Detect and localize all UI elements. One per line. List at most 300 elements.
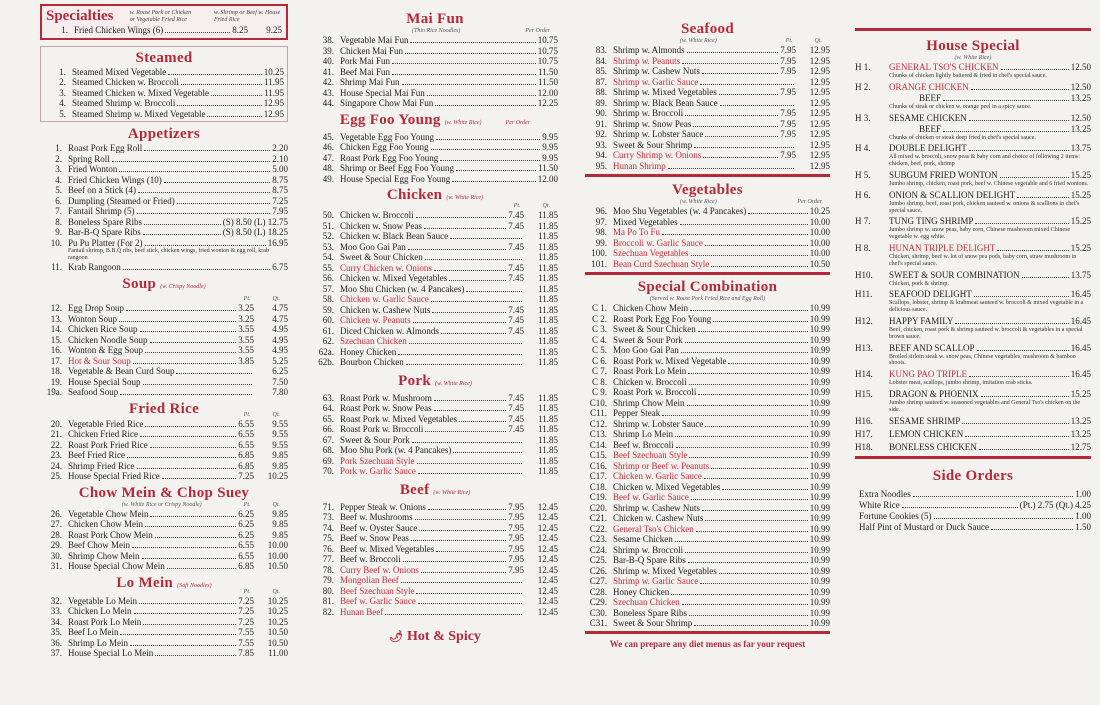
item-price-small: 7.25 [238, 595, 254, 606]
dot-leader [411, 540, 506, 541]
item-number: H 4. [855, 143, 871, 154]
item-price-small: 6.55 [238, 540, 254, 551]
item-description: All mixed w. broccoli, snow peas & baby corn and choice of following 2 items: chicken, beef, pork, shrimp [889, 154, 1080, 168]
item-name: Honey Chicken [613, 586, 670, 597]
item-name: ORANGE CHICKEN [889, 81, 969, 92]
dot-leader [427, 95, 536, 96]
item-number: 10. [50, 237, 62, 248]
item-price-large: 11.85 [538, 262, 558, 273]
house-special-entry [855, 416, 1091, 427]
item-name: Chicken Egg Foo Young [340, 142, 429, 152]
item-price: 10.25 [809, 206, 830, 216]
item-name: Pepper Steak [613, 408, 661, 418]
dot-leader [134, 613, 237, 614]
dot-leader [943, 100, 1069, 101]
item-price-small: 7.45 [508, 325, 524, 336]
item-price: 1.00 [1075, 510, 1091, 521]
menu-item [312, 46, 558, 57]
item-name: Sweet & Sour Chicken [340, 252, 423, 262]
item-name: HUNAN TRIPLE DELIGHT [889, 242, 996, 253]
dot-leader [694, 625, 807, 626]
dot-leader [453, 452, 522, 453]
item-name: Curry Shrimp w. Onions [613, 150, 702, 160]
item-price-large: 4.95 [272, 334, 288, 345]
item-number: 95. [595, 160, 607, 171]
menu-item [585, 227, 830, 238]
dot-leader [969, 376, 1069, 377]
dot-leader [979, 449, 1069, 450]
side-order-item [855, 489, 1091, 500]
dot-leader [119, 171, 270, 172]
dot-leader [417, 463, 523, 464]
steamed-title: Steamed [135, 49, 193, 66]
item-name: Roast Pork Lo Mein [68, 616, 142, 627]
item-name: HAPPY FAMILY [889, 315, 954, 326]
item-number: 3. [59, 87, 66, 98]
special-combination-note: (Served w. Roast Pork Fried Rice and Egg Roll) [649, 296, 766, 302]
item-name: Shrimp or Beef Egg Foo Young [340, 163, 455, 173]
item-name: Beef w. Mixed Vegetables [340, 543, 435, 554]
item-number: 33. [50, 606, 62, 617]
item-price: 12.95 [263, 98, 284, 108]
dot-leader [693, 126, 778, 127]
special-combination-title: Special Combination [637, 279, 778, 295]
menu-item [312, 305, 558, 316]
menu-item [855, 442, 1091, 453]
item-price-large: 11.00 [268, 648, 288, 659]
menu-item [312, 414, 558, 425]
item-number: H14. [855, 369, 873, 380]
item-number: 38. [322, 35, 334, 45]
item-price-large: 12.95 [809, 160, 830, 171]
menu-item [855, 143, 1091, 154]
dot-leader [974, 296, 1069, 297]
item-price-large: 6.25 [272, 366, 288, 377]
mai-fun-section [312, 10, 558, 109]
menu-item [585, 408, 830, 419]
item-price: 1.50 [1075, 521, 1091, 532]
chili-pepper-icon: 🌶 [389, 631, 404, 643]
item-price: 10.99 [809, 576, 830, 586]
dot-leader [1000, 177, 1069, 178]
quart-label: Qt. [814, 38, 822, 44]
dot-leader [155, 537, 236, 538]
menu-item [40, 303, 288, 314]
chow-mein-note: (w. White Rice or Crispy Noodle) [121, 501, 202, 508]
menu-item [40, 377, 288, 388]
menu-item [312, 273, 558, 284]
menu-item [46, 25, 282, 36]
menu-item [585, 345, 830, 356]
item-price-large: 9.85 [272, 519, 288, 530]
item-price: 15.25 [1070, 189, 1091, 200]
item-number: 9. [55, 227, 62, 237]
item-number: 92. [595, 129, 607, 139]
item-price-small: 7.55 [238, 637, 254, 648]
item-price: 10.99 [809, 492, 830, 502]
menu-item [312, 596, 558, 607]
menu-item [40, 540, 288, 551]
item-price-large: 9.55 [272, 429, 288, 440]
item-number: 74. [322, 522, 334, 533]
item-price-small: 6.25 [238, 519, 254, 530]
dot-leader [698, 331, 808, 332]
dot-leader [412, 442, 522, 443]
item-name: Shrimp w. Cashew Nuts [613, 66, 700, 76]
item-price-large: 5.25 [272, 355, 288, 366]
item-price-small: 6.85 [238, 561, 254, 572]
dot-leader [402, 84, 537, 85]
dot-leader [434, 400, 506, 401]
menu-item [40, 530, 288, 541]
menu-item [312, 77, 558, 88]
item-name: House Special Lo Mein [68, 648, 154, 659]
item-price: 10.99 [809, 366, 830, 376]
chicken-section [312, 186, 558, 368]
item-name: Chicken Lo Mein [68, 606, 132, 617]
chow-mein-section [40, 484, 288, 572]
item-name: Mongolian Beef [340, 575, 399, 585]
menu-item [312, 242, 558, 253]
item-list [312, 35, 558, 109]
item-number: 75. [322, 533, 334, 543]
dot-leader [211, 95, 262, 96]
item-name: Beef w. Oyster Sauce [340, 522, 418, 533]
item-name: SESAME SHRIMP [889, 415, 961, 426]
item-number: 19a. [46, 387, 62, 398]
dot-leader [436, 551, 506, 552]
item-number: H15. [855, 388, 873, 399]
item-list [40, 509, 288, 572]
menu-item [312, 153, 558, 164]
item-name: Mixed Vegetables [613, 216, 678, 227]
dot-leader [728, 363, 807, 364]
item-price: 10.75 [537, 56, 558, 66]
item-name: Pork w. Garlic Sauce [340, 466, 416, 476]
item-price-small: 7.45 [508, 262, 524, 273]
dot-leader [431, 149, 541, 150]
item-price-small: 7.95 [780, 118, 796, 129]
item-number: 1. [61, 25, 68, 35]
item-name: Pork Mai Fun [340, 56, 391, 66]
item-number: H18. [855, 441, 873, 452]
menu-item [585, 87, 830, 98]
dot-leader [997, 250, 1068, 251]
item-number: H 8. [855, 242, 871, 253]
item-number: C18. [589, 481, 607, 492]
menu-column-3 [585, 0, 830, 705]
menu-item [40, 143, 288, 154]
item-name: Vegetable Egg Foo Young [340, 131, 434, 142]
menu-item [312, 544, 558, 555]
item-price: 10.99 [809, 439, 830, 450]
item-price: 10.99 [809, 534, 830, 544]
menu-item [585, 377, 830, 388]
menu-item [312, 132, 558, 143]
menu-item [855, 113, 1091, 124]
item-name: Beef w. Broccoli [340, 554, 401, 564]
item-number: 24. [50, 460, 62, 471]
item-name: Roast Pork w. Mixed Vegetables [340, 413, 457, 424]
dot-leader [137, 468, 237, 469]
item-price-small: 7.95 [780, 150, 796, 160]
item-name: Beef w. Garlic Sauce [613, 492, 689, 502]
item-list [40, 143, 288, 248]
menu-item [855, 369, 1091, 380]
dot-leader [130, 645, 236, 646]
dot-leader [441, 333, 506, 334]
item-price-large: 11.85 [538, 403, 558, 413]
item-name: Roast Pork Lo Mein [613, 366, 687, 376]
vegetables-subheader [585, 199, 830, 206]
item-name: Shrimp w. Snow Peas [613, 118, 692, 129]
per-order-label: Per Order [525, 28, 550, 34]
menu-item [585, 248, 830, 259]
house-special-note: (w. White Rice) [954, 55, 992, 61]
item-price-large: 11.85 [538, 231, 558, 241]
dot-leader [719, 573, 808, 574]
dot-leader [689, 457, 807, 458]
item-price-small: 7.95 [508, 501, 524, 512]
item-name: Chicken Fried Rice [68, 429, 138, 440]
item-name: Szechuan Chicken [340, 336, 407, 346]
item-number: H 3. [855, 112, 871, 123]
item-price-large: 12.95 [809, 87, 830, 97]
dot-leader [675, 436, 808, 437]
item-price-large: 10.00 [267, 540, 288, 551]
dot-leader [150, 447, 237, 448]
item-price-large: 11.85 [538, 273, 558, 283]
dot-leader [413, 322, 507, 323]
item-number: 57. [322, 283, 334, 294]
item-price: 10.00 [809, 248, 830, 258]
quart-label: Qt. [272, 501, 280, 508]
menu-item [312, 554, 558, 565]
item-price-large: 11.85 [538, 455, 558, 466]
dot-leader [145, 245, 266, 246]
item-number: C24. [589, 544, 607, 555]
dot-leader [207, 116, 261, 117]
house-special-entry [855, 113, 1091, 142]
dot-leader [449, 280, 506, 281]
item-number: 26. [50, 508, 62, 519]
dot-leader [410, 42, 535, 43]
dot-leader [975, 223, 1068, 224]
item-price: 11.50 [538, 77, 558, 87]
dot-leader [969, 150, 1069, 151]
menu-item [312, 98, 558, 109]
pint-label: Pt. [513, 203, 521, 209]
menu-item [40, 617, 288, 628]
dot-leader [181, 84, 262, 85]
item-name: Wonton & Egg Soup [68, 345, 144, 356]
menu-item [585, 45, 830, 56]
item-price: 6.75 [272, 261, 288, 272]
dot-leader [150, 342, 237, 343]
item-price-small: 7.95 [508, 512, 524, 522]
item-description: Lobster meat, scallops, jumbo shrimp, imitation crab sticks. [889, 380, 1033, 387]
dot-leader [711, 468, 808, 469]
item-price: 12.25 [537, 98, 558, 108]
item-price-small: 7.95 [780, 66, 796, 76]
item-number: 79. [322, 575, 334, 585]
menu-item [855, 170, 1091, 181]
item-price-small: 7.25 [238, 616, 254, 627]
item-price: 11.95 [264, 87, 284, 98]
diet-menu-note: We can prepare any diet menus as far your request [609, 638, 806, 649]
item-name: LEMON CHICKEN [889, 428, 964, 439]
menu-item [855, 216, 1091, 227]
house-special-entry [855, 389, 1091, 414]
menu-item-variant [855, 93, 1091, 104]
item-price-small: 6.55 [238, 418, 254, 429]
pint-label: Pt. [243, 296, 251, 303]
item-price: 16.45 [1070, 315, 1091, 326]
item-number: 40. [322, 56, 334, 66]
item-name: Beef w. Garlic Sauce [340, 596, 416, 606]
dot-leader [676, 447, 808, 448]
menu-item [312, 284, 558, 295]
item-price: 1.00 [1075, 488, 1091, 499]
item-number: C 8. [591, 376, 607, 387]
dot-leader [416, 593, 522, 594]
item-price: 16.45 [1070, 342, 1091, 353]
item-name: Chicken w. Broccoli [340, 210, 414, 220]
item-price: 10.99 [809, 513, 830, 523]
item-price: 9.95 [542, 142, 558, 152]
item-price: 12.00 [537, 173, 558, 184]
item-name: Beef w. Snow Peas [340, 533, 409, 543]
item-number: 66. [322, 424, 334, 434]
menu-item [44, 109, 284, 120]
egg-foo-young-title [312, 111, 558, 132]
item-price: 10.25 [263, 66, 284, 77]
item-number: H13. [855, 342, 873, 353]
item-name: Shrimp w. Broccoli [613, 108, 684, 118]
dot-leader [425, 431, 506, 432]
item-name: Sweet & Sour Pork [613, 334, 683, 345]
item-number: C30. [589, 607, 607, 618]
dot-leader [969, 120, 1069, 121]
item-number: 97. [595, 216, 607, 227]
item-price-small: 6.55 [238, 429, 254, 440]
item-price-small: 7.25 [238, 471, 254, 482]
item-name: Moo Shu Vegetables (w. 4 Pancakes) [613, 206, 747, 216]
item-number: 61. [322, 325, 334, 336]
item-number: 59. [322, 304, 334, 315]
item-price-small: 7.45 [508, 424, 524, 434]
house-special-entry [855, 343, 1091, 368]
specialties-title: Specialties [46, 8, 114, 24]
dot-leader [155, 655, 236, 656]
item-name: Chicken w. Garlic Sauce [613, 471, 702, 481]
item-name: Spring Roll [68, 153, 110, 164]
item-price: 13.25 [1070, 123, 1091, 134]
item-price: 10.50 [809, 258, 830, 269]
item-price-small: 3.55 [238, 324, 254, 335]
seafood-section [585, 20, 830, 171]
item-number: 54. [322, 252, 334, 262]
item-price: 12.50 [1070, 81, 1091, 92]
item-price: 11.50 [538, 66, 558, 77]
dot-leader [705, 520, 807, 521]
item-price-small: 7.95 [508, 564, 524, 575]
dot-leader [1022, 277, 1069, 278]
item-number: C 9. [591, 387, 607, 397]
dot-leader [120, 634, 236, 635]
quart-label: Qt. [542, 203, 550, 209]
menu-item [40, 227, 288, 238]
item-number: C29. [589, 597, 607, 607]
pork-section [312, 372, 558, 477]
item-number: 73. [322, 512, 334, 522]
item-number: C16. [589, 460, 607, 471]
item-price: 10.99 [809, 618, 830, 628]
item-price-small: 3.55 [238, 345, 254, 356]
menu-item [40, 366, 288, 377]
item-list [40, 419, 288, 482]
item-price: 10.99 [809, 408, 830, 418]
menu-item [855, 243, 1091, 254]
item-price-small: 7.55 [238, 627, 254, 638]
item-price-small: 7.45 [508, 210, 524, 220]
item-name: Curry Beef w. Onions [340, 564, 419, 575]
menu-item [40, 606, 288, 617]
dot-leader [392, 63, 536, 64]
menu-item [585, 259, 830, 270]
item-name: Shrimp w. Peanuts [613, 55, 681, 66]
item-number: C27. [589, 576, 607, 586]
menu-item [585, 450, 830, 461]
item-number: C26. [589, 565, 607, 576]
item-price-large: 9.85 [272, 460, 288, 471]
item-name: Honey Chicken [340, 346, 397, 357]
item-number: 2. [55, 153, 62, 164]
pork-title [312, 372, 558, 393]
item-list [585, 206, 830, 269]
item-price: 13.25 [1070, 92, 1091, 103]
item-price-large: 9.85 [272, 529, 288, 540]
section-divider [855, 28, 1091, 31]
item-number: 19. [50, 376, 62, 387]
menu-item [40, 175, 288, 186]
dot-leader [409, 343, 522, 344]
house-special-entry [855, 170, 1091, 188]
specialties-note-2: w. Shrimp or Beef w. House Fried Rice [214, 10, 281, 23]
item-price-large: 11.85 [538, 336, 558, 346]
item-name: Beef on a Stick (4) [68, 185, 136, 195]
soup-title-text: Soup [122, 276, 157, 293]
item-name: Moo Shu Chicken (w. 4 Pancakes) [340, 283, 465, 294]
mai-fun-note: (Thin Rice Noodles) [412, 28, 461, 34]
item-number: 99. [595, 237, 607, 248]
item-number: 88. [595, 87, 607, 97]
item-price: 10.99 [809, 523, 830, 534]
item-price: 10.99 [809, 597, 830, 607]
item-price-small: 7.45 [508, 273, 524, 283]
item-name: SEAFOOD DELIGHT [889, 289, 972, 300]
menu-item [585, 356, 830, 367]
item-name: Hunan Beef [340, 606, 384, 617]
item-price-large: 12.45 [537, 501, 558, 512]
item-price: 2.10 [272, 153, 288, 164]
item-price-large: 9.85 [272, 450, 288, 461]
item-name: Steamed Shrimp w. Mixed Vegetable [72, 108, 206, 119]
item-name: Shrimp w. Mixed Vegetables [613, 87, 717, 97]
item-name: Sweet & Sour Shrimp [613, 618, 693, 628]
item-price-small: 7.95 [780, 55, 796, 66]
item-number: 58. [322, 294, 334, 304]
